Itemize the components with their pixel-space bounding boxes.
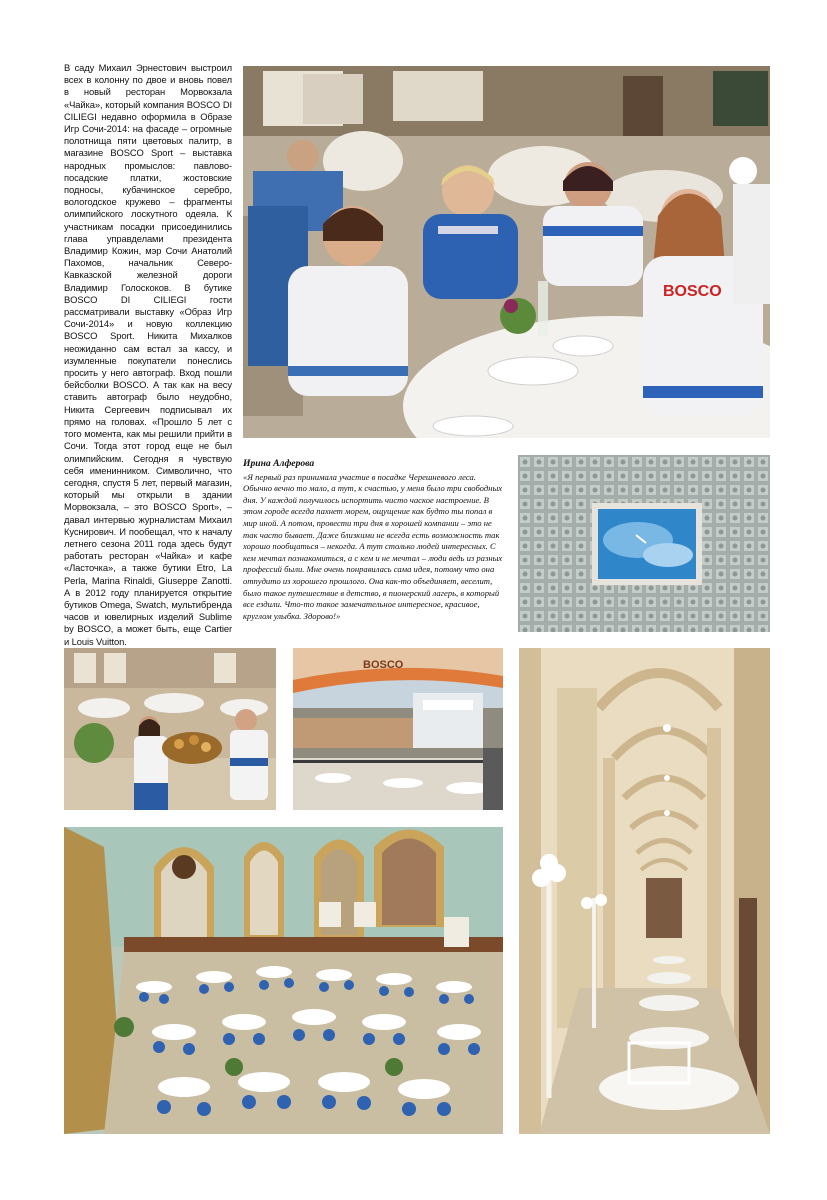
svg-text:BOSCO: BOSCO — [663, 283, 722, 300]
buffet-hall-photo — [64, 648, 276, 810]
quote-author: Ирина Алферова — [243, 458, 315, 469]
quote-block — [243, 458, 505, 622]
umbrella-text: BOSCO — [363, 659, 404, 671]
banquet-toast-photo — [243, 66, 770, 438]
article-body-text: В саду Михаил Эрнестович выстроил всех в колонну по двое и вновь повел в новый ресторан Морвокзала «Чайка», который компания BOSCO DI CILIEGI недавно оформила в Образе Игр Сочи-2014: на фасаде – огромные полотнища пяти цветовых палитр, в магазине BOSCO Sport – выставка народных промыслов: павлово-посадские платки, жостовские подносы, кубачинское серебро, вологодское кружево – фрагменты олимпийского лоскутного одеяла. К участникам посадки присоединились глава управделами президента Владимир Кожин, мэр Сочи Анатолий Пахомов, начальник Северо-Кавказской железной дороги Владимир Голоскоков. В бутике BOSCO DI CILIEGI гости рассматривали выставку «Образ Игр Сочи-2014» и новую коллекцию BOSCO Sport. Никита Михалков неожиданно сам встал за кассу, и изумленные покупатели понеслись просить у него автограф. Вход пошли бейсболки BOSCO. А так как на весу ставить автограф было неудобно, Никита Сергеевич подписывал их прямо на головах. «Прошло 5 лет с того момента, как мы решили прийти в Сочи. Тогда этот город еще не был олимпийским. Сегодня я чувствую себя именинником. Символично, что сегодня, спустя 5 лет, первый магазин, который мы открыли в здании Морвокзала, – это BOSCO Sport», – давал интервью журналистам Михаил Куснирович. И пообещал, что к началу летнего сезона 2011 года здесь будут работать ресторан «Чайка» и кафе «Ласточка», а также бутики Etro, La Perla, Marina Rinaldi, Giuseppe Zanotti. А в 2012 году планируется открытие бутиков Omega, Swatch, мультибренда часов и ювелирных изделий Sublime by BOSCO, а может быть, еще Cartier и Louis Vuitton. — [64, 62, 232, 647]
arcade-colonnade-photo — [519, 648, 770, 1134]
ceiling-window-photo — [518, 455, 770, 632]
grand-hall-overhead-photo — [64, 827, 503, 1134]
terrace-umbrella-photo — [293, 648, 503, 810]
quote-text: «Я первый раз принимала участие в посадке Черешневого леса. Обычно вечно то мало, а тут, к счастью, у меня было три свободных дня. У каждой получилось испортить чисто чаское настроение. В этом городе всегда пахнет морем, ощущение как будто ты попал в мир иной. А потом, провести три дня в хорошей компании – это не так часто бывает. Даже близкими не всегда есть возможность так хорошо пообщаться – некогда. А тут столько людей интересных. С кем мечтал познакомиться, а с кем и не мечтал – люди ведь из разных профессий были. Мне очень понравилась сама идея, потому что она отпудито из хорошего прошлого. Она как-то объединяет, веселит, было такое путешествие в детство, в пионерский лагерь, в который все ездили. Что-то такое замечательное интересное, красивое, круглом улыбка. Здорово!» — [243, 471, 503, 621]
